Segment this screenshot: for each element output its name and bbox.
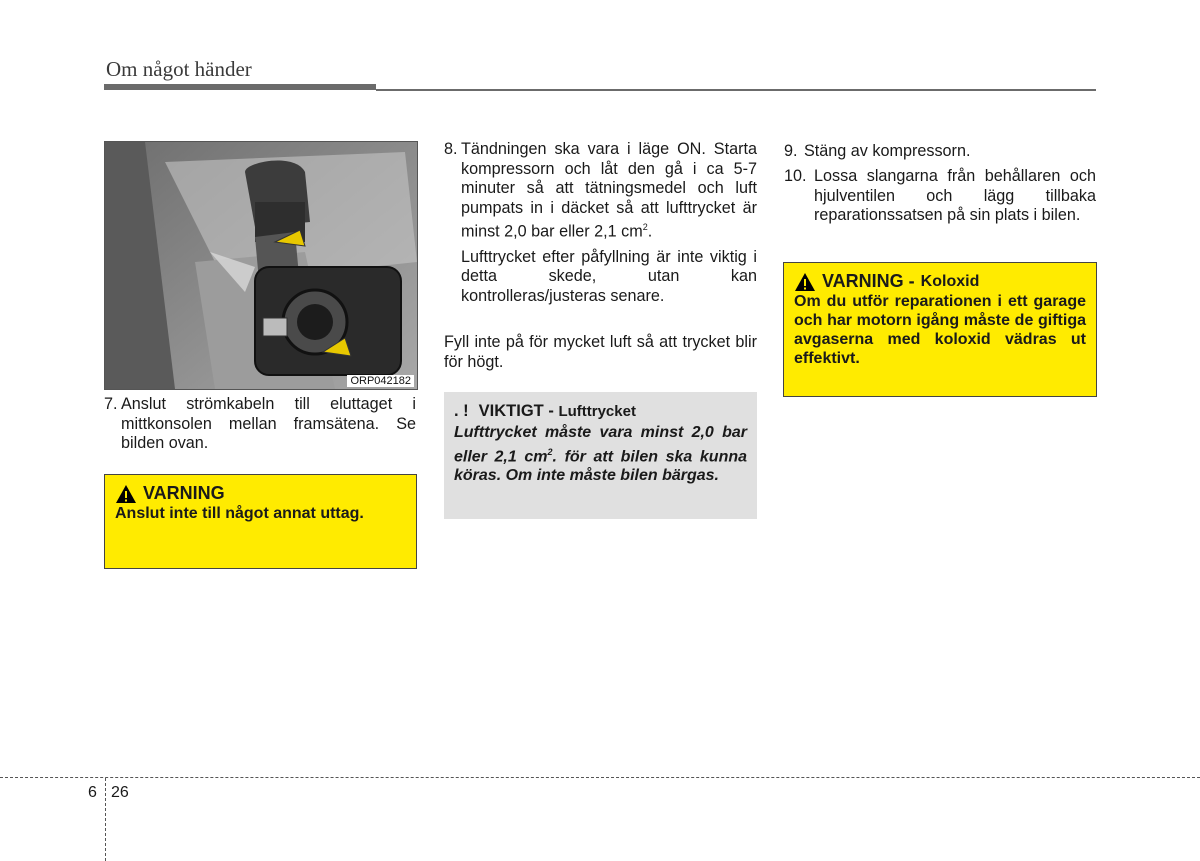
section-title: Om något händer xyxy=(106,57,252,81)
warning-text: Om du utför reparationen i ett garage och har motorn igång måste de giftiga avgaserna med koloxid vädras ut effektivt. xyxy=(794,293,1086,367)
footer-rule xyxy=(0,777,1200,778)
step-text-end: . xyxy=(647,222,653,241)
step-text-main: Tändningen ska vara i läge ON. Starta kompressorn och låt den gå i ca 5-7 minuter så att tätningsmedel och luft pumpats in i däcket så att lufttrycket är minst 2,0 bar eller 2,1 cm xyxy=(461,140,757,241)
notice-subtitle: Lufttrycket xyxy=(558,403,636,420)
step-number: 8. xyxy=(444,140,458,158)
warning-triangle-icon xyxy=(794,272,816,292)
step-note: Lufttrycket efter påfyllning är inte viktig i detta skede, utan kan kontrolleras/justeras senare. xyxy=(461,247,757,305)
notice-title xyxy=(454,402,747,421)
warning-box-koloxid xyxy=(783,262,1097,397)
step-number: 7. xyxy=(104,395,118,413)
page-number: 26 xyxy=(111,784,129,801)
overfill-paragraph: Fyll inte på för mycket luft så att trycket blir för högt. xyxy=(444,333,757,371)
superscript: 2 xyxy=(547,446,553,457)
warning-title xyxy=(794,271,1086,292)
header-rule-thick xyxy=(104,84,376,90)
step-7 xyxy=(104,395,416,454)
section-number: 6 xyxy=(88,784,97,801)
step-text: Anslut strömkabeln till eluttaget i mittkonsolen mellan framsätena. Se bilden ovan. xyxy=(121,395,416,452)
warning-title-text: VARNING xyxy=(143,483,225,503)
step-number: 10. xyxy=(784,167,807,185)
warning-text: Anslut inte till något annat uttag. xyxy=(115,505,364,522)
console-illustration xyxy=(105,142,417,389)
exclamation-icon: . ! xyxy=(454,402,469,420)
console-photo xyxy=(104,141,418,390)
notice-text-b: . för att bilen ska kunna köras. Om inte måste bilen bärgas. xyxy=(454,447,748,485)
warning-title xyxy=(115,483,406,504)
notice-text-a: Lufttrycket måste vara minst 2,0 bar eller 2,1 cm xyxy=(454,424,747,465)
step-number: 9. xyxy=(784,142,798,160)
superscript: 2 xyxy=(642,222,648,232)
step-text: Lossa slangarna från behållaren och hjulventilen och lägg tillbaka reparationssatsen på sin plats i bilen. xyxy=(814,167,1096,224)
figure-label: ORP042182 xyxy=(347,375,414,387)
warning-triangle-icon xyxy=(115,484,137,504)
warning-subtitle: Koloxid xyxy=(920,272,980,290)
step-9 xyxy=(784,142,1096,162)
step-8 xyxy=(444,140,757,306)
notice-title-text: VIKTIGT - xyxy=(478,402,554,420)
step-text: Stäng av kompressorn. xyxy=(804,142,971,160)
warning-box xyxy=(104,474,417,569)
header-rule-thin xyxy=(376,89,1096,91)
footer-divider xyxy=(105,778,106,861)
step-text xyxy=(461,140,757,242)
notice-box xyxy=(444,392,757,519)
notice-text xyxy=(454,423,747,486)
step-10 xyxy=(784,167,1096,226)
warning-title-text: VARNING - xyxy=(822,271,915,291)
